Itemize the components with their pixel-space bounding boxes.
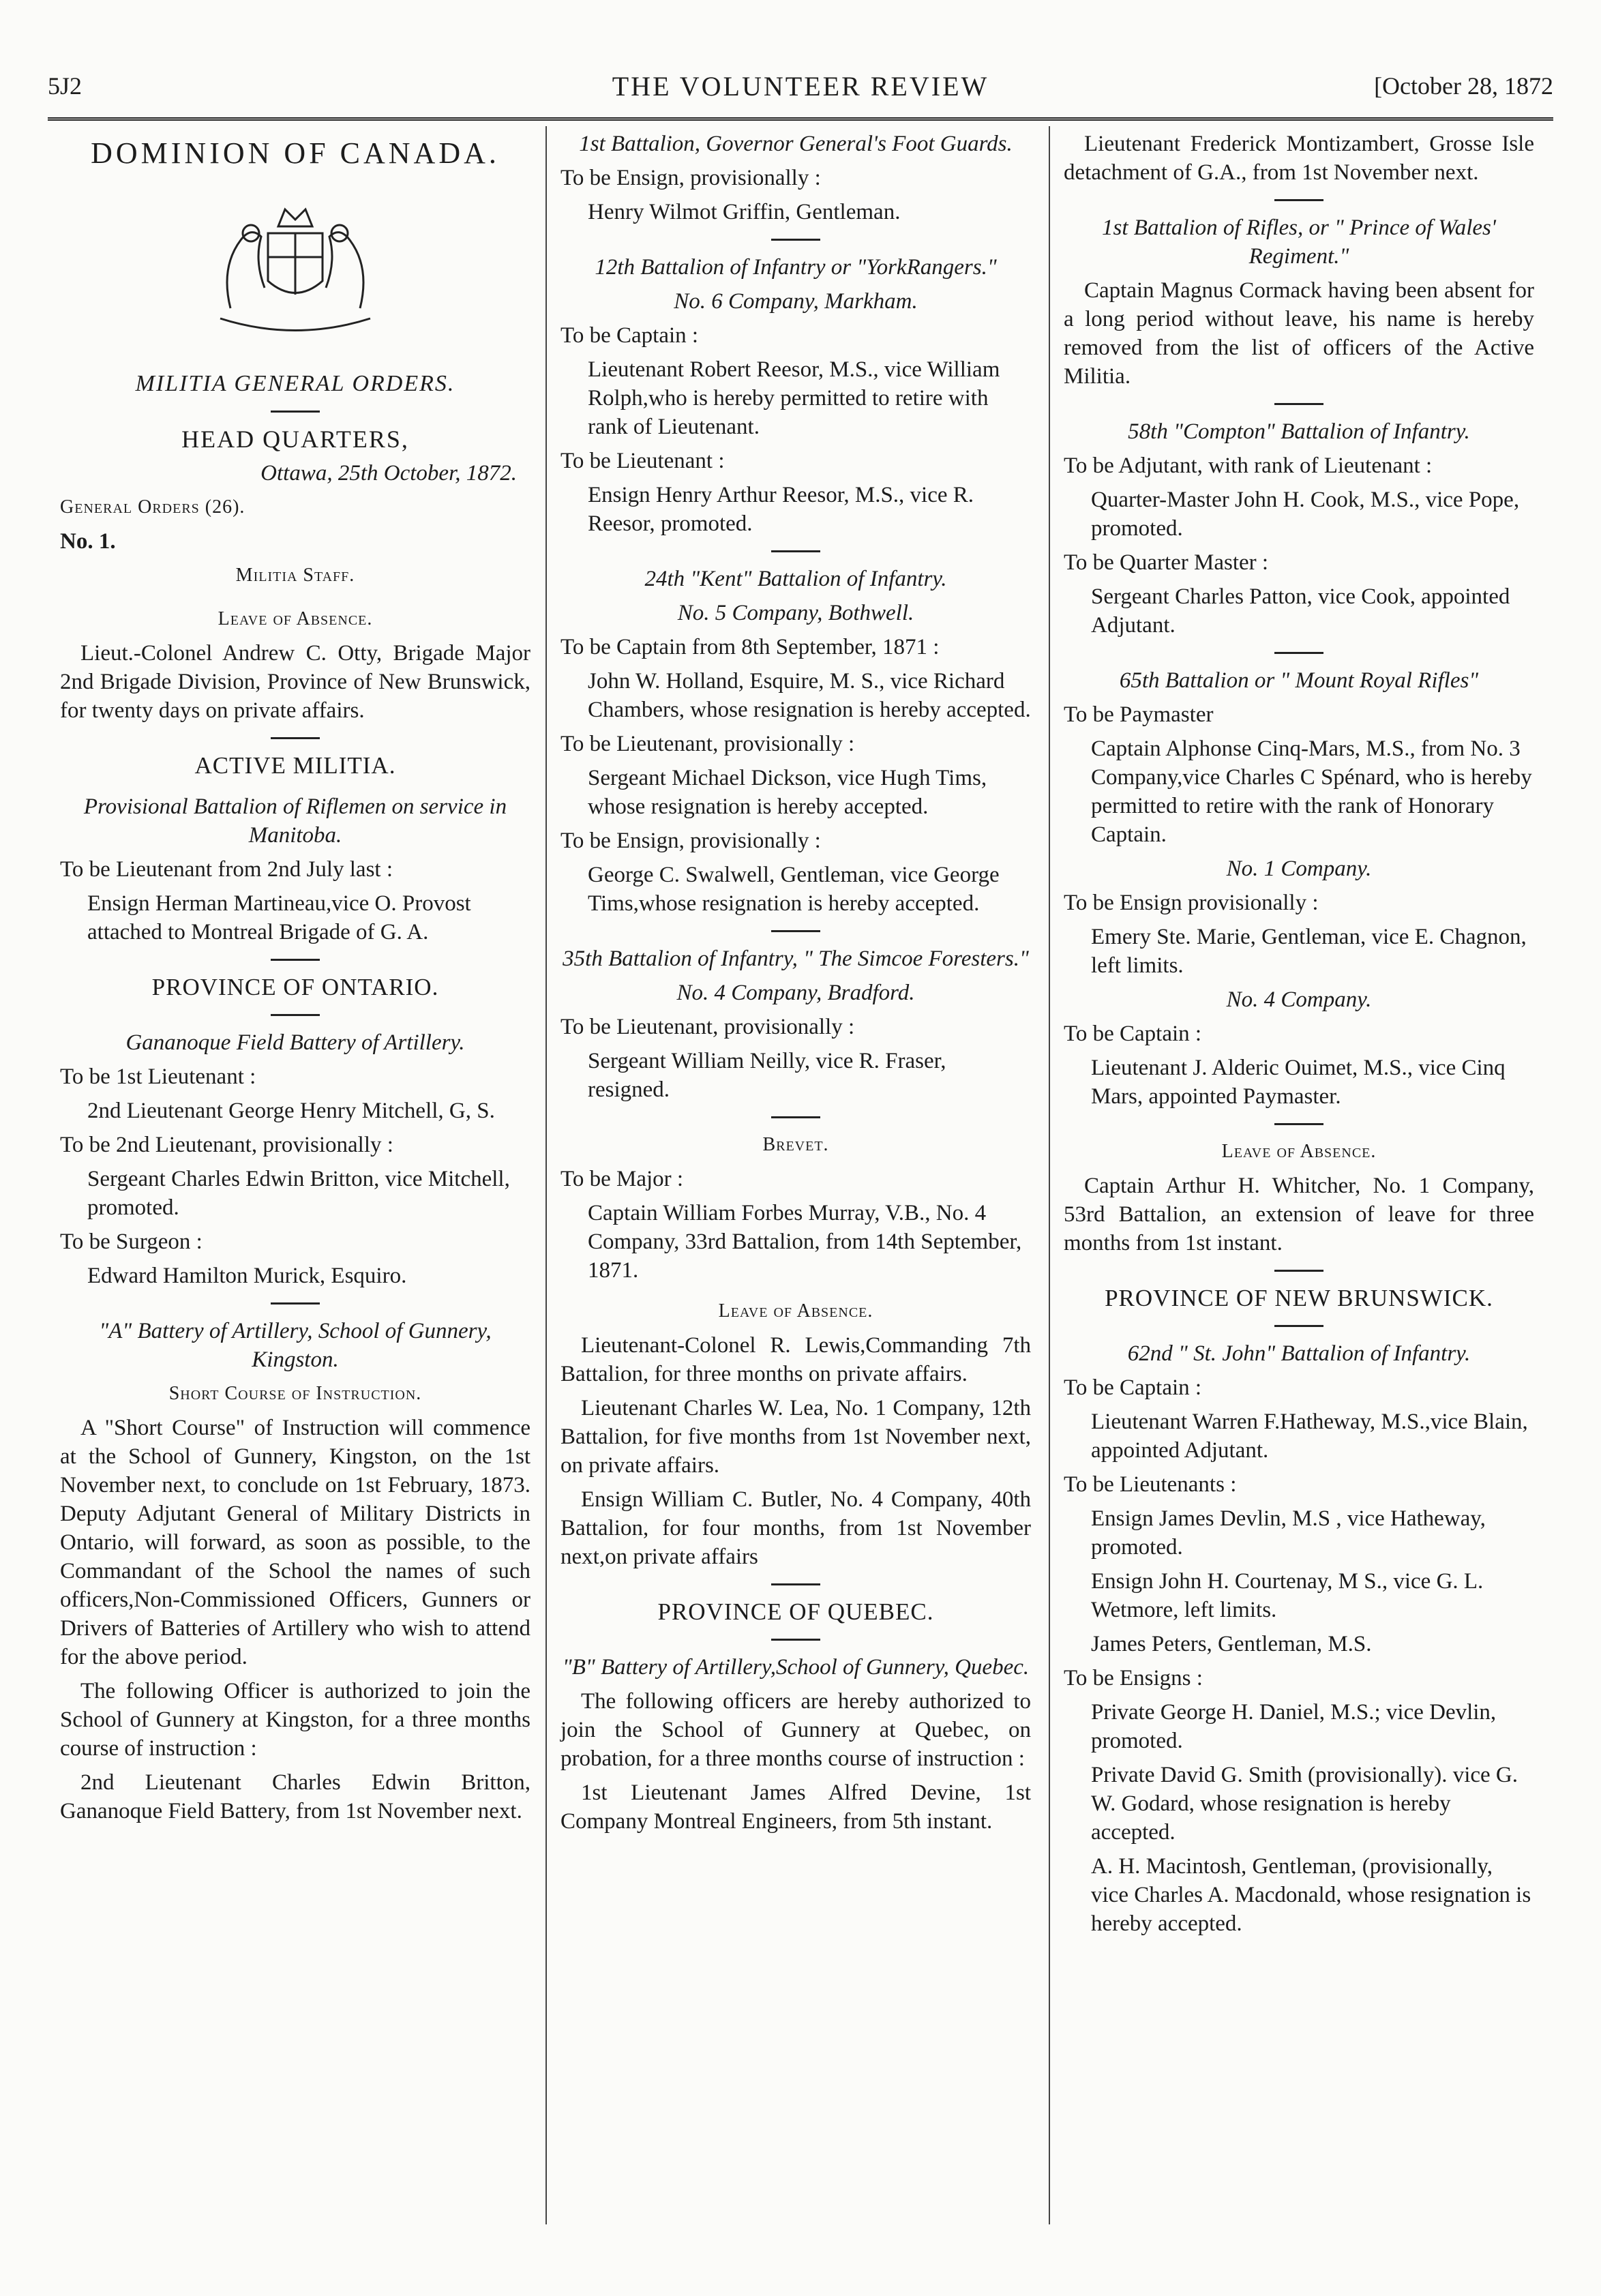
company-heading: No. 5 Company, Bothwell. xyxy=(677,601,914,625)
appointment: To be Major : xyxy=(560,1167,684,1191)
head-quarters: HEAD QUARTERS, xyxy=(181,426,409,453)
separator xyxy=(271,1014,320,1016)
appointment: To be Captain : xyxy=(560,323,699,348)
appointee: Emery Ste. Marie, Gentleman, vice E. Chagnon, left limits. xyxy=(1091,925,1527,978)
masthead: DOMINION OF CANADA. xyxy=(91,136,500,170)
paragraph: Lieutenant Frederick Montizambert, Grosse Isle detachment of G.A., from 1st November next. xyxy=(1064,132,1534,185)
appointee: George C. Swalwell, Gentleman, vice George Tims,whose resignation is hereby accepted. xyxy=(588,863,1000,916)
paragraph: Captain Magnus Cormack having been absent for a long period without leave, his name is hereby removed from the list of officers of the Active Militia. xyxy=(1064,278,1534,389)
appointment: To be Ensign, provisionally : xyxy=(560,829,821,853)
appointment: To be Lieutenant : xyxy=(560,449,725,473)
paragraph: The following officers are hereby authorized to join the School of Gunnery at Quebec, on probation, for a three months course of instruction : xyxy=(560,1689,1031,1771)
appointment: To be 1st Lieutenant : xyxy=(60,1064,256,1089)
unit-heading: 12th Battalion of Infantry or "YorkRangers." xyxy=(595,255,997,280)
section-heading: Brevet. xyxy=(762,1134,829,1155)
issue-date: [October 28, 1872 xyxy=(1374,72,1553,100)
appointee: Sergeant Michael Dickson, vice Hugh Tims, whose resignation is hereby accepted. xyxy=(588,766,987,819)
separator xyxy=(271,411,320,413)
appointee: Ensign Henry Arthur Reesor, M.S., vice R. Reesor, promoted. xyxy=(588,483,974,536)
paragraph: 2nd Lieutenant Charles Edwin Britton, Gananoque Field Battery, from 1st November next. xyxy=(60,1770,530,1823)
separator xyxy=(771,1583,820,1585)
unit-heading: Gananoque Field Battery of Artillery. xyxy=(125,1030,465,1055)
appointee: Sergeant Charles Edwin Britton, vice Mitchell, promoted. xyxy=(87,1167,510,1220)
unit-heading: Provisional Battalion of Riflemen on service in Manitoba. xyxy=(83,794,507,848)
appointment: To be Captain : xyxy=(1064,1375,1202,1400)
appointment: To be Captain : xyxy=(1064,1022,1202,1046)
appointee: Quarter-Master John H. Cook, M.S., vice Pope, promoted. xyxy=(1091,488,1520,541)
separator xyxy=(771,1639,820,1641)
appointment: To be Surgeon : xyxy=(60,1229,203,1254)
separator xyxy=(271,959,320,961)
appointment: To be Adjutant, with rank of Lieutenant : xyxy=(1064,453,1433,478)
paragraph: Lieut.-Colonel Andrew C. Otty, Brigade Major 2nd Brigade Division, Province of New Brunswick, for twenty days on private affairs. xyxy=(60,641,530,723)
appointee: 2nd Lieutenant George Henry Mitchell, G, S. xyxy=(87,1099,495,1123)
column-1 xyxy=(60,130,530,1831)
appointee: A. H. Macintosh, Gentleman, (provisionally, vice Charles A. Macdonald, whose resignation is hereby accepted. xyxy=(1091,1854,1531,1936)
section-heading: Leave of Absence. xyxy=(1221,1141,1377,1162)
appointee: John W. Holland, Esquire, M. S., vice Richard Chambers, whose resignation is hereby accepted. xyxy=(588,669,1031,722)
company-heading: No. 4 Company, Bradford. xyxy=(676,981,915,1005)
paragraph: Lieutenant-Colonel R. Lewis,Commanding 7th Battalion, for three months on private affairs. xyxy=(560,1333,1031,1386)
appointment: To be Lieutenant from 2nd July last : xyxy=(60,857,393,882)
company-heading: No. 6 Company, Markham. xyxy=(674,289,918,314)
column-divider xyxy=(1049,126,1050,2224)
unit-heading: "A" Battery of Artillery, School of Gunnery, Kingston. xyxy=(99,1319,492,1372)
paragraph: Captain Arthur H. Whitcher, No. 1 Company, 53rd Battalion, an extension of leave for three months from 1st instant. xyxy=(1064,1174,1534,1255)
separator xyxy=(771,1116,820,1118)
appointee: Private George H. Daniel, M.S.; vice Devlin, promoted. xyxy=(1091,1700,1497,1753)
section-title: ACTIVE MILITIA. xyxy=(194,752,396,779)
unit-heading: 65th Battalion or " Mount Royal Rifles" xyxy=(1119,668,1479,693)
appointee: Private David G. Smith (provisionally). vice G. W. Godard, whose resignation is hereby accepted. xyxy=(1091,1763,1518,1845)
section-heading: Leave of Absence. xyxy=(718,1300,873,1322)
appointment: To be Quarter Master : xyxy=(1064,550,1269,575)
separator xyxy=(1274,199,1323,201)
journal-title: THE VOLUNTEER REVIEW xyxy=(612,71,989,102)
appointee: Captain Alphonse Cinq-Mars, M.S., from No. 3 Company,vice Charles C Spénard, who is hereby permitted to retire with the rank of Honorary Captain. xyxy=(1091,736,1532,847)
paragraph: Ensign William C. Butler, No. 4 Company, 40th Battalion, for four months, from 1st November next,on private affairs xyxy=(560,1487,1031,1569)
appointee: Sergeant William Neilly, vice R. Fraser, resigned. xyxy=(588,1049,946,1102)
orders-title: MILITIA GENERAL ORDERS. xyxy=(135,371,455,396)
appointee: James Peters, Gentleman, M.S. xyxy=(1091,1632,1372,1656)
page-number: 5J2 xyxy=(48,72,83,100)
column-divider xyxy=(545,126,547,2224)
appointee: Ensign James Devlin, M.S , vice Hatheway, promoted. xyxy=(1091,1506,1486,1560)
company-heading: No. 4 Company. xyxy=(1226,987,1372,1012)
appointment: To be Lieutenant, provisionally : xyxy=(560,1015,855,1039)
appointee: Lieutenant J. Alderic Ouimet, M.S., vice Cinq Mars, appointed Paymaster. xyxy=(1091,1056,1506,1109)
unit-heading: 24th "Kent" Battalion of Infantry. xyxy=(644,567,947,591)
unit-heading: 62nd " St. John" Battalion of Infantry. xyxy=(1127,1341,1471,1366)
separator xyxy=(1274,652,1323,654)
header-rule xyxy=(48,117,1553,121)
separator xyxy=(1274,1325,1323,1327)
paragraph: Lieutenant Charles W. Lea, No. 1 Company, 12th Battalion, for five months from 1st November next, on private affairs. xyxy=(560,1396,1031,1478)
unit-heading: 58th "Compton" Battalion of Infantry. xyxy=(1128,419,1470,444)
separator xyxy=(1274,403,1323,405)
general-orders: General Orders (26). xyxy=(60,496,245,518)
separator xyxy=(771,239,820,241)
unit-heading: 1st Battalion, Governor General's Foot Guards. xyxy=(579,132,1013,156)
dateline: Ottawa, 25th October, 1872. xyxy=(260,461,517,486)
column-2 xyxy=(560,130,1031,1841)
separator xyxy=(1274,1123,1323,1125)
section-heading: Leave of Absence. xyxy=(218,608,373,629)
page-header xyxy=(48,65,1553,119)
appointment: To be 2nd Lieutenant, provisionally : xyxy=(60,1133,393,1157)
appointee: Ensign John H. Courtenay, M S., vice G. L. Wetmore, left limits. xyxy=(1091,1569,1484,1622)
separator xyxy=(271,737,320,739)
section-title: PROVINCE OF QUEBEC. xyxy=(657,1598,934,1625)
section-heading: Militia Staff. xyxy=(235,565,355,586)
appointment: To be Ensigns : xyxy=(1064,1666,1203,1690)
unit-heading: "B" Battery of Artillery,School of Gunnery, Quebec. xyxy=(562,1655,1030,1680)
order-number: No. 1. xyxy=(60,529,116,554)
appointment: To be Lieutenant, provisionally : xyxy=(560,732,855,756)
separator xyxy=(271,1302,320,1304)
unit-heading: 35th Battalion of Infantry, " The Simcoe Foresters." xyxy=(563,946,1029,971)
appointee: Lieutenant Warren F.Hatheway, M.S.,vice Blain, appointed Adjutant. xyxy=(1091,1410,1528,1463)
appointment: To be Paymaster xyxy=(1064,702,1214,727)
separator xyxy=(771,930,820,932)
appointment: To be Lieutenants : xyxy=(1064,1472,1237,1497)
section-title: PROVINCE OF NEW BRUNSWICK. xyxy=(1105,1285,1493,1311)
appointee: Lieutenant Robert Reesor, M.S., vice William Rolph,who is hereby permitted to retire with rank of Lieutenant. xyxy=(588,357,1000,439)
appointee: Henry Wilmot Griffin, Gentleman. xyxy=(588,200,901,224)
appointment: To be Ensign, provisionally : xyxy=(560,166,821,190)
separator xyxy=(1274,1270,1323,1272)
unit-heading: 1st Battalion of Rifles, or " Prince of Wales' Regiment." xyxy=(1102,215,1496,269)
company-heading: No. 1 Company. xyxy=(1226,856,1372,881)
appointment: To be Captain from 8th September, 1871 : xyxy=(560,635,940,659)
appointee: Sergeant Charles Patton, vice Cook, appointed Adjutant. xyxy=(1091,584,1510,638)
paragraph: A "Short Course" of Instruction will commence at the School of Gunnery, Kingston, on the 1st November next, to conclude on 1st February, 1873. Deputy Adjutant General of Military Districts in Ontario, will forward, as soon as possible, to the Commandant of the School the names of such officers,Non-Commissioned Officers, Gunners or Drivers of Batteries of Artillery who wish to attend for the above period. xyxy=(60,1416,530,1669)
appointee: Edward Hamilton Murick, Esquiro. xyxy=(87,1264,407,1288)
appointee: Ensign Herman Martineau,vice O. Provost attached to Montreal Brigade of G. A. xyxy=(87,891,471,944)
coat-of-arms-icon xyxy=(193,185,398,342)
column-3 xyxy=(1064,130,1534,1943)
paragraph: 1st Lieutenant James Alfred Devine, 1st Company Montreal Engineers, from 5th instant. xyxy=(560,1780,1031,1834)
paragraph: The following Officer is authorized to join the School of Gunnery at Kingston, for a three months course of instruction : xyxy=(60,1679,530,1761)
appointment: To be Ensign provisionally : xyxy=(1064,891,1319,915)
section-heading: Short Course of Instruction. xyxy=(168,1383,422,1404)
section-title: PROVINCE OF ONTARIO. xyxy=(151,974,439,1000)
separator xyxy=(771,550,820,552)
appointee: Captain William Forbes Murray, V.B., No. 4 Company, 33rd Battalion, from 14th September, 1871. xyxy=(588,1201,1022,1283)
